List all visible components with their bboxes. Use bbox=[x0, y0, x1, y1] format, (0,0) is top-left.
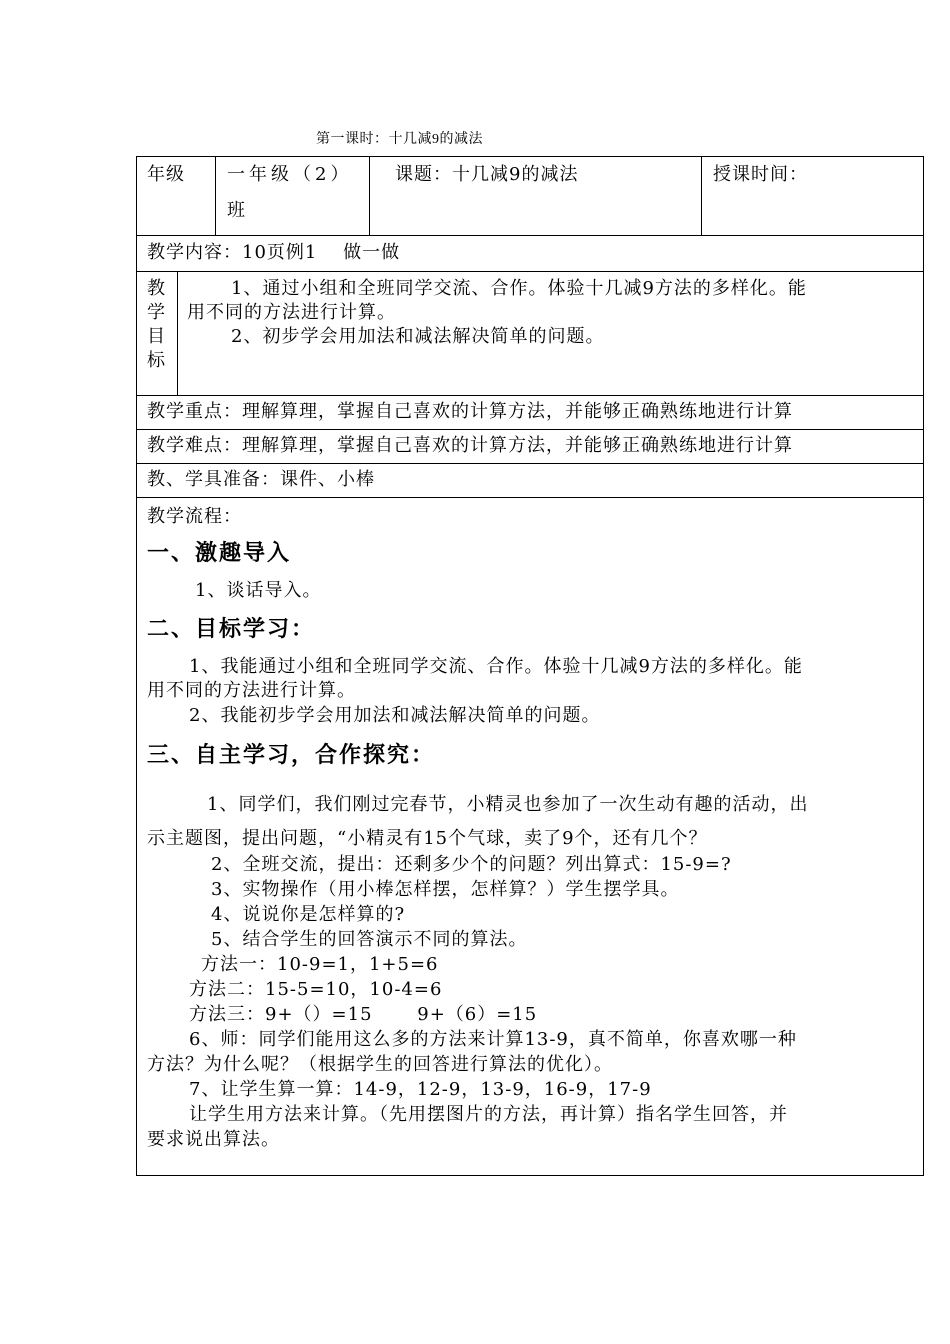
grade-value: 一年级（2） bbox=[227, 164, 353, 185]
row-divider bbox=[137, 395, 923, 396]
section-line: 示主题图，提出问题，“小精灵有15个气球，卖了9个，还有几个？ bbox=[147, 828, 708, 849]
document-title: 第一课时：十几减9的减法 bbox=[316, 132, 483, 147]
row-divider bbox=[137, 235, 923, 236]
goal-line: 用不同的方法进行计算。 bbox=[187, 302, 396, 323]
col-divider bbox=[177, 271, 178, 395]
section-line: 让学生用方法来计算。（先用摆图片的方法，再计算）指名学生回答，并 bbox=[189, 1104, 788, 1125]
lesson-topic: 课题：十几减9的减法 bbox=[395, 164, 579, 185]
section-line: 7、让学生算一算：14-9，12-9，13-9，16-9，17-9 bbox=[189, 1079, 652, 1100]
key-point: 教学重点：理解算理，掌握自己喜欢的计算方法，并能够正确熟练地进行计算 bbox=[147, 401, 793, 422]
col-divider bbox=[215, 157, 216, 235]
goal-line: 1、通过小组和全班同学交流、合作。体验十几减9方法的多样化。能 bbox=[231, 278, 807, 299]
difficulty: 教学难点：理解算理，掌握自己喜欢的计算方法，并能够正确熟练地进行计算 bbox=[147, 435, 793, 456]
section-line: 5、结合学生的回答演示不同的算法。 bbox=[211, 929, 528, 950]
section-line: 6、师：同学们能用这么多的方法来计算13-9，真不简单，你喜欢哪一种 bbox=[189, 1029, 797, 1050]
section-line: 方法三：9+（）=15 9+（6）=15 bbox=[189, 1004, 538, 1025]
section-line: 方法一：10-9=1，1+5=6 bbox=[201, 954, 439, 975]
goals-label-char: 标 bbox=[147, 350, 166, 371]
col-divider bbox=[369, 157, 370, 235]
row-divider bbox=[137, 463, 923, 464]
section-line: 2、我能初步学会用加法和减法解决简单的问题。 bbox=[189, 705, 601, 726]
section-line: 1、同学们，我们刚过完春节，小精灵也参加了一次生动有趣的活动，出 bbox=[207, 794, 809, 815]
preparation: 教、学具准备：课件、小棒 bbox=[147, 469, 375, 490]
lesson-plan-table bbox=[136, 156, 924, 1176]
goals-label-char: 学 bbox=[147, 302, 166, 323]
col-divider bbox=[701, 157, 702, 235]
section-heading: 二、目标学习： bbox=[147, 616, 316, 642]
section-heading: 一、激趣导入 bbox=[147, 540, 292, 566]
grade-label: 年级 bbox=[147, 164, 185, 185]
section-line: 方法？为什么呢？（根据学生的回答进行算法的优化）。 bbox=[147, 1054, 613, 1075]
goals-label-char: 教 bbox=[147, 278, 166, 299]
section-line: 用不同的方法进行计算。 bbox=[147, 680, 356, 701]
section-line: 3、实物操作（用小棒怎样摆，怎样算？）学生摆学具。 bbox=[211, 879, 680, 900]
section-line: 1、我能通过小组和全班同学交流、合作。体验十几减9方法的多样化。能 bbox=[189, 656, 803, 677]
goals-label-char: 目 bbox=[147, 326, 166, 347]
lesson-time: 授课时间： bbox=[713, 164, 808, 185]
section-line: 方法二：15-5=10，10-4=6 bbox=[189, 979, 443, 1000]
row-divider bbox=[137, 271, 923, 272]
row-divider bbox=[137, 429, 923, 430]
goal-line: 2、初步学会用加法和减法解决简单的问题。 bbox=[231, 326, 605, 347]
row-divider bbox=[137, 497, 923, 498]
section-line: 4、说说你是怎样算的? bbox=[211, 904, 406, 925]
section-heading: 三、自主学习，合作探究： bbox=[147, 742, 436, 768]
section-line: 要求说出算法。 bbox=[147, 1129, 280, 1150]
flow-label: 教学流程： bbox=[147, 506, 242, 527]
section-line: 2、全班交流，提出：还剩多少个的问题？列出算式：15-9=? bbox=[211, 854, 732, 875]
teaching-content: 教学内容：10页例1 做一做 bbox=[147, 242, 401, 263]
grade-value-cont: 班 bbox=[227, 200, 246, 221]
section-item: 1、谈话导入。 bbox=[195, 580, 322, 601]
